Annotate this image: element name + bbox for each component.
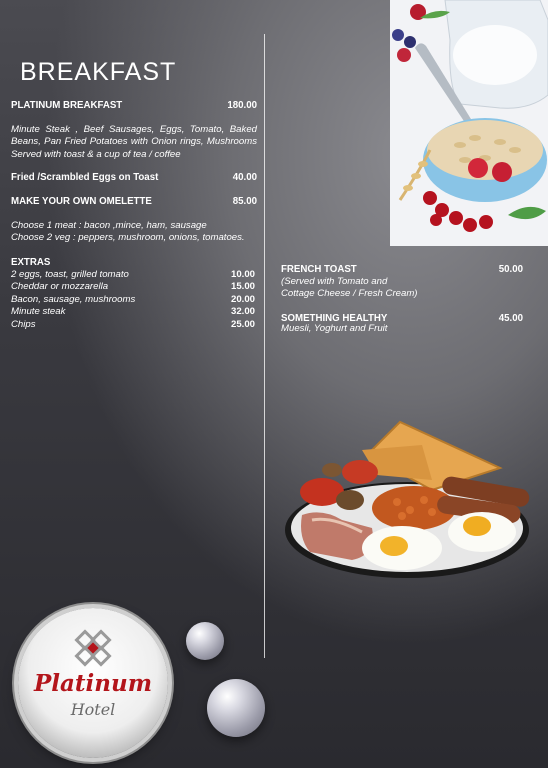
menu-title: BREAKFAST	[20, 58, 177, 86]
extras-row	[11, 306, 255, 318]
extras-label: 2 eggs, toast, grilled tomato	[11, 269, 129, 280]
extras-price: 10.00	[230, 269, 255, 280]
extras-price: 20.00	[230, 293, 255, 305]
extras-list	[11, 269, 255, 331]
platinum-breakfast-name: PLATINUM BREAKFAST	[11, 100, 123, 111]
column-divider	[264, 34, 265, 658]
french-toast-name: FRENCH TOAST	[281, 264, 357, 275]
extras-price: 25.00	[230, 318, 255, 330]
muesli-bowl-photo	[390, 0, 548, 246]
platinum-hotel-logo	[18, 608, 168, 758]
french-toast-price: 50.00	[498, 264, 523, 275]
extras-row	[11, 319, 255, 331]
decorative-sphere	[207, 679, 265, 737]
something-healthy-desc: Muesli, Yoghurt and Fruit	[281, 323, 388, 334]
french-toast-line1: (Served with Tomato and	[281, 276, 388, 287]
platinum-breakfast-desc: Minute Steak , Beef Sausages, Eggs, Tomato, Baked Beans, Pan Fried Potatoes with Onion rings, Mushrooms Served with toast & a cup of tea / coffee	[11, 124, 257, 160]
extras-label: Chips	[11, 318, 36, 330]
logo-brand-text: Platinum	[33, 670, 153, 697]
french-toast-line2: Cottage Cheese / Fresh Cream)	[281, 288, 418, 299]
logo-hotel-text: Hotel	[70, 700, 116, 719]
extras-label: Minute steak	[11, 306, 66, 318]
extras-heading: EXTRAS	[11, 257, 51, 268]
extras-row	[11, 294, 255, 306]
something-healthy-name: SOMETHING HEALTHY	[281, 313, 388, 324]
omelette-price: 85.00	[232, 196, 257, 207]
something-healthy-price: 45.00	[498, 313, 523, 324]
omelette-name: MAKE YOUR OWN OMELETTE	[11, 196, 152, 207]
fried-eggs-name: Fried /Scrambled Eggs on Toast	[11, 172, 159, 183]
full-english-breakfast-photo	[282, 420, 532, 580]
extras-price: 32.00	[230, 306, 255, 318]
extras-label: Bacon, sausage, mushrooms	[11, 293, 136, 305]
extras-row	[11, 281, 255, 293]
omelette-meat-line: Choose 1 meat : bacon ,mince, ham, sausage	[11, 220, 207, 231]
omelette-veg-line: Choose 2 veg : peppers, mushroom, onions, tomatoes.	[11, 232, 245, 243]
extras-row	[11, 269, 255, 281]
extras-label: Cheddar or mozzarella	[11, 281, 109, 293]
platinum-breakfast-price: 180.00	[227, 100, 257, 111]
extras-price: 15.00	[230, 281, 255, 293]
fried-eggs-price: 40.00	[232, 172, 257, 183]
decorative-sphere	[186, 622, 224, 660]
endless-knot-icon	[73, 628, 113, 668]
